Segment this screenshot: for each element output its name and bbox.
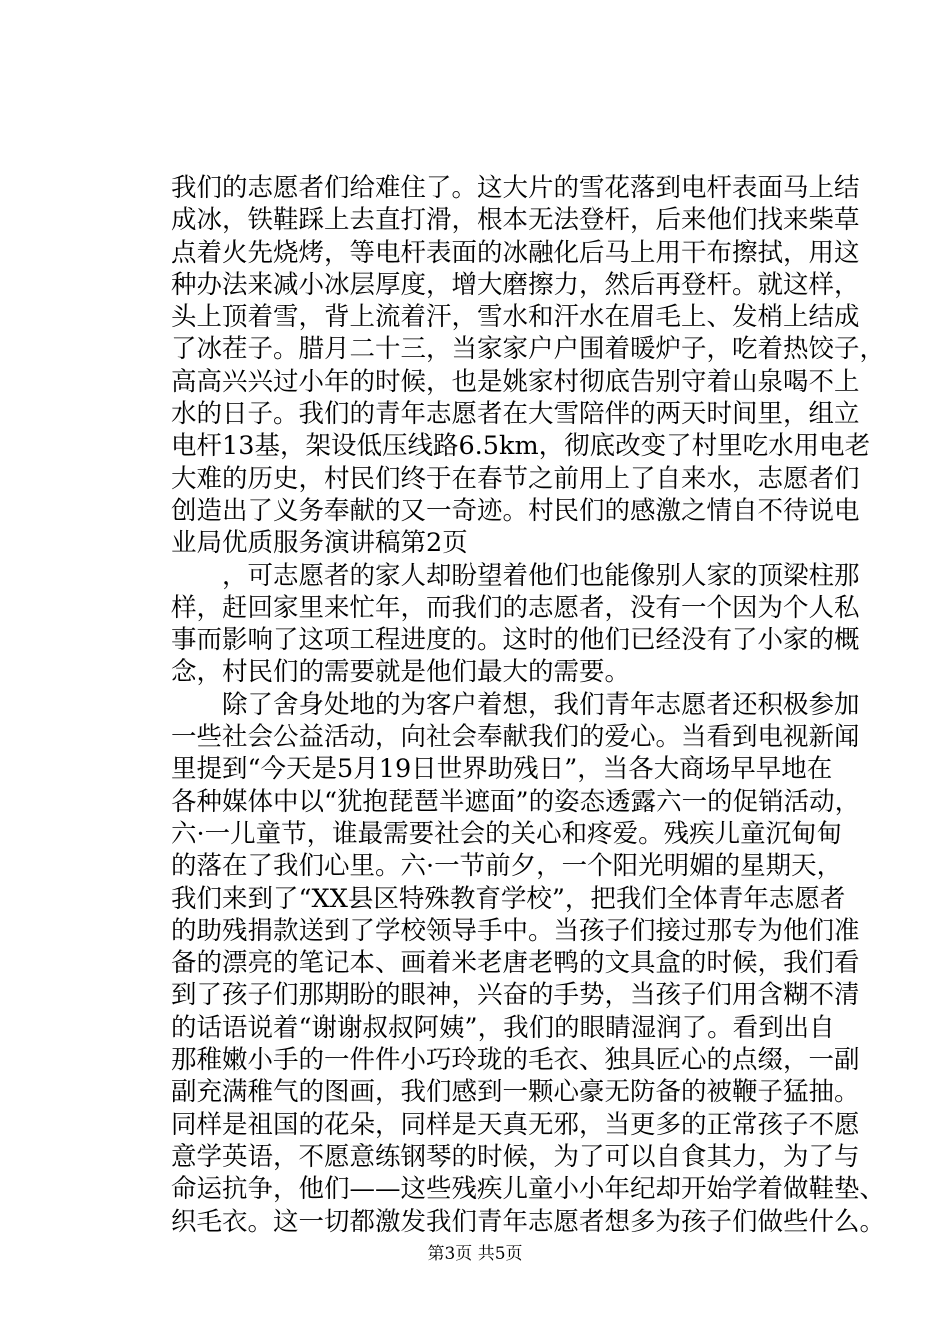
text-line: 命运抗争，他们——这些残疾儿童小小年纪却开始学着做鞋垫、 — [171, 1174, 886, 1205]
text-line: 我们的志愿者们给难住了。这大片的雪花落到电杆表面马上结 — [171, 173, 860, 203]
text-line: 成冰，铁鞋踩上去直打滑，根本无法登杆，后来他们找来柴草 — [171, 205, 860, 236]
paragraph — [171, 689, 886, 1238]
text-line: 事而影响了这项工程进度的。这时的他们已经没有了小家的概 — [171, 625, 860, 656]
text-line: 除了舍身处地的为客户着想，我们青年志愿者还积极参加 — [222, 689, 860, 720]
body-text — [171, 172, 886, 1238]
text-line: 同样是祖国的花朵，同样是天真无邪，当更多的正常孩子不愿 — [171, 1109, 860, 1140]
page-number-footer: 第3页 共5页 — [427, 1244, 523, 1264]
text-line: 头上顶着雪，背上流着汗，雪水和汗水在眉毛上、发梢上结成 — [171, 302, 860, 333]
text-line: 的话语说着“谢谢叔叔阿姨”，我们的眼睛湿润了。看到出自 — [171, 1012, 835, 1043]
text-line: 了冰茬子。腊月二十三，当家家户户围着暖炉子，吃着热饺子， — [171, 334, 886, 365]
paragraph — [171, 560, 860, 689]
text-line: 到了孩子们那期盼的眼神，兴奋的手势，当孩子们用含糊不清 — [171, 980, 860, 1011]
text-line: ，可志愿者的家人却盼望着他们也能像别人家的顶梁柱那 — [222, 560, 860, 591]
text-line: 六·一儿童节，谁最需要社会的关心和疼爱。残疾儿童沉甸甸 — [171, 818, 843, 849]
paragraph — [171, 172, 886, 560]
text-line: 那稚嫩小手的一件件小巧玲珑的毛衣、独具匠心的点缀，一副 — [171, 1045, 860, 1076]
text-line: 里提到“今天是5月19日世界助残日”，当各大商场早早地在 — [171, 754, 833, 785]
text-line: 的助残捐款送到了学校领导手中。当孩子们接过那专为他们准 — [171, 915, 860, 946]
text-line: 电杆13基，架设低压线路6.5km，彻底改变了村里吃水用电老 — [171, 431, 871, 462]
text-line: 大难的历史，村民们终于在春节之前用上了自来水，志愿者们 — [171, 463, 860, 494]
text-line: 创造出了义务奉献的又一奇迹。村民们的感激之情自不待说电 — [171, 495, 860, 526]
text-line: 的落在了我们心里。六·一节前夕，一个阳光明媚的星期天， — [171, 851, 843, 882]
text-line: 业局优质服务演讲稿第2页 — [171, 528, 468, 559]
text-line: 织毛衣。这一切都激发我们青年志愿者想多为孩子们做些什么。 — [171, 1206, 886, 1237]
text-line: 点着火先烧烤，等电杆表面的冰融化后马上用干布擦拭，用这 — [171, 237, 860, 268]
text-line: 我们来到了“XX县区特殊教育学校”，把我们全体青年志愿者 — [171, 883, 846, 914]
text-line: 备的漂亮的笔记本、画着米老唐老鸭的文具盒的时候，我们看 — [171, 948, 860, 979]
text-line: 种办法来减小冰层厚度，增大磨擦力，然后再登杆。就这样， — [171, 269, 860, 300]
text-line: 一些社会公益活动，向社会奉献我们的爱心。当看到电视新闻 — [171, 722, 860, 753]
text-line: 意学英语，不愿意练钢琴的时候，为了可以自食其力，为了与 — [171, 1141, 860, 1172]
text-line: 样，赶回家里来忙年，而我们的志愿者，没有一个因为个人私 — [171, 592, 860, 623]
text-line: 念，村民们的需要就是他们最大的需要。 — [171, 657, 631, 688]
text-line: 水的日子。我们的青年志愿者在大雪陪伴的两天时间里，组立 — [171, 399, 860, 430]
text-line: 高高兴兴过小年的时候，也是姚家村彻底告别守着山泉喝不上 — [171, 366, 860, 397]
text-line: 各种媒体中以“犹抱琵琶半遮面”的姿态透露六一的促销活动， — [171, 786, 861, 817]
text-line: 副充满稚气的图画，我们感到一颗心豪无防备的被鞭子猛抽。 — [171, 1077, 860, 1108]
